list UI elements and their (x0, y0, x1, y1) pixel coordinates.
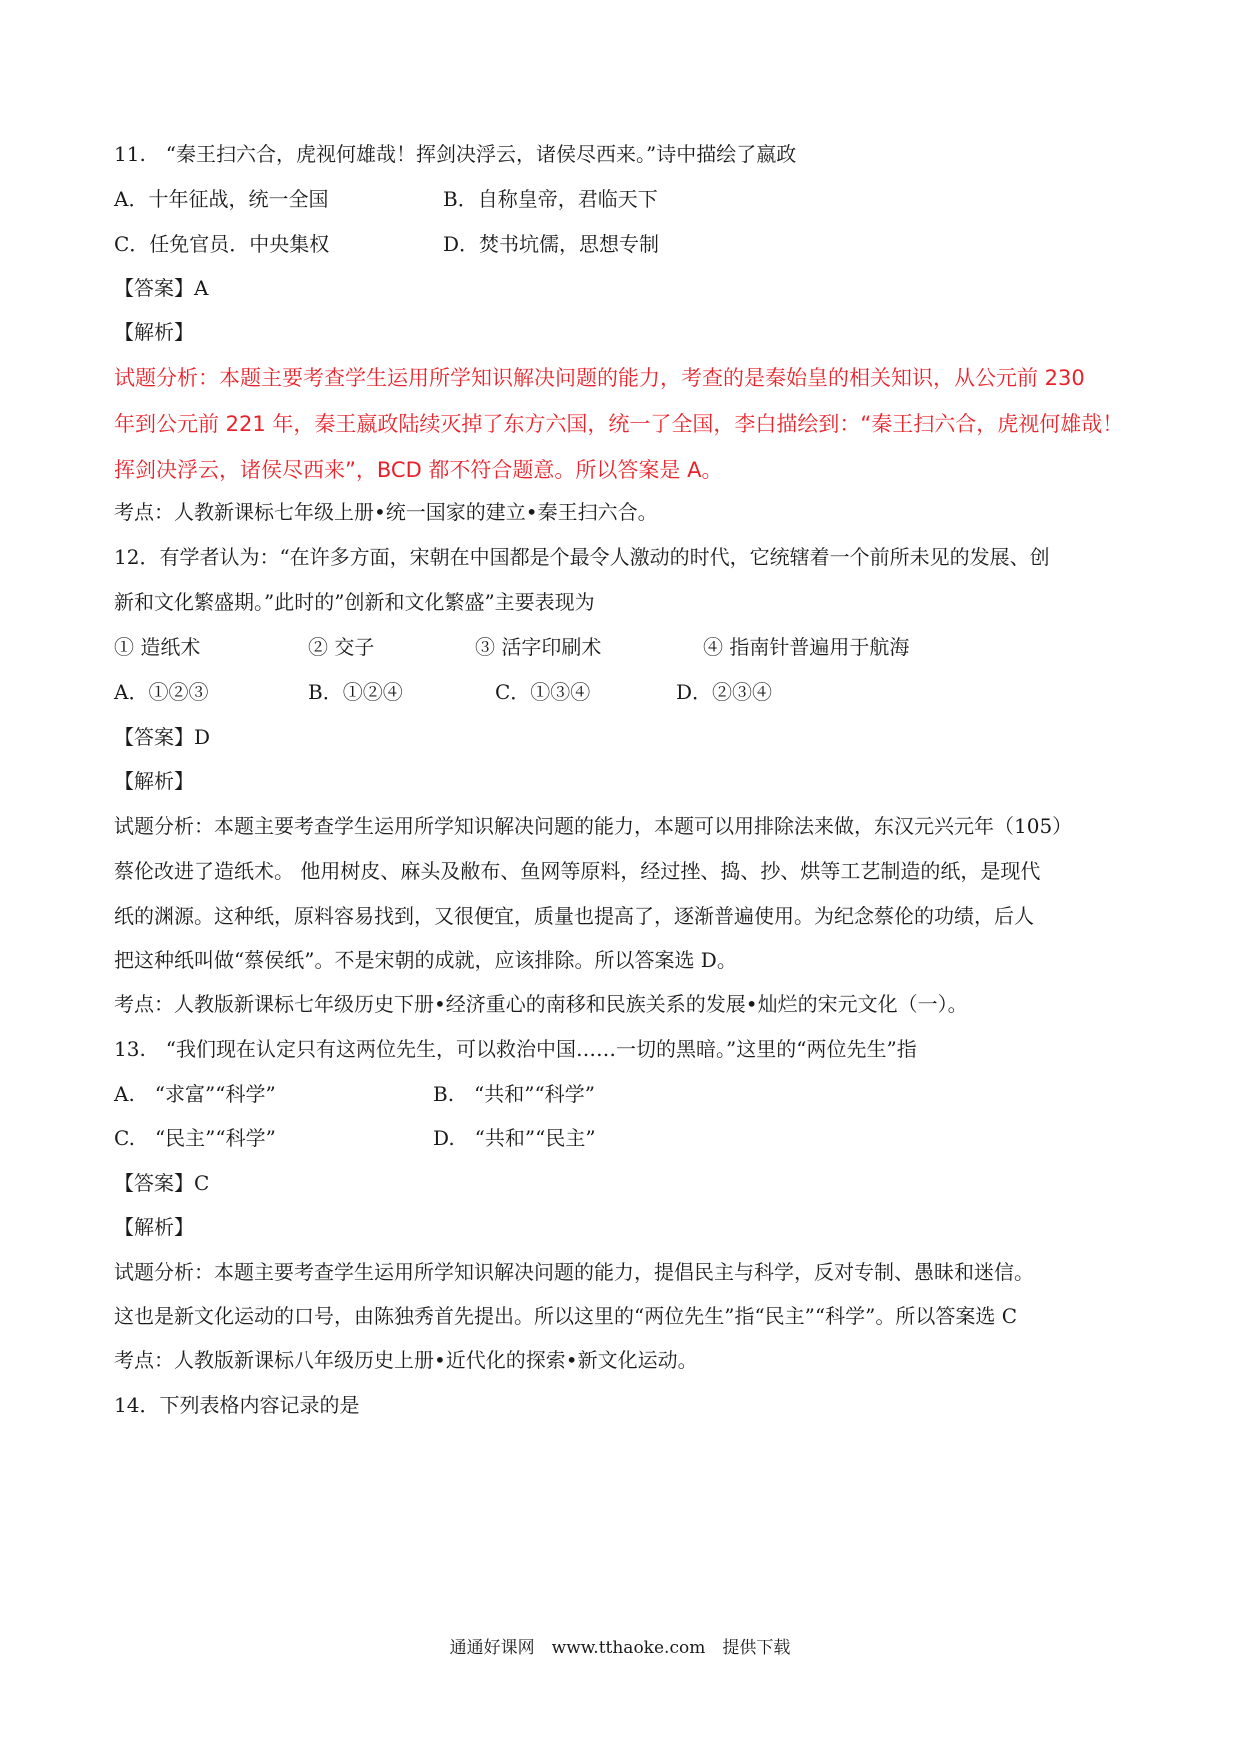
question-12-stem-line: 12．有学者认为：“在许多方面，宋朝在中国都是个最令人激动的时代，它统辖着一个前所未见的发展、创 (114, 545, 1050, 569)
question-14-stem: 14．下列表格内容记录的是 (114, 1393, 360, 1417)
question-13-analysis-line: 试题分析：本题主要考查学生运用所学知识解决问题的能力，提倡民主与科学，反对专制、愚昧和迷信。 (114, 1260, 1034, 1284)
question-11-option-c: C．任免官员．中央集权 (114, 232, 330, 256)
question-12-analysis-title: 【解析】 (114, 769, 194, 793)
page-footer: 通通好课网 www.tthaoke.com 提供下载 (449, 1638, 791, 1658)
question-13-option-b: B. “共和”“科学” (433, 1082, 595, 1106)
question-12-analysis-line: 试题分析：本题主要考查学生运用所学知识解决问题的能力，本题可以用排除法来做，东汉元兴元年（105） (114, 814, 1073, 838)
question-13-analysis-line: 这也是新文化运动的口号，由陈独秀首先提出。所以这里的“两位先生”指“民主”“科学”。所以答案选 C (114, 1304, 1018, 1328)
question-11-analysis-line: 挥剑决浮云，诸侯尽西来”，BCD 都不符合题意。所以答案是 A。 (114, 458, 723, 482)
question-13-point: 考点：人教版新课标八年级历史上册•近代化的探索•新文化运动。 (114, 1348, 698, 1372)
question-12-answer: 【答案】D (114, 725, 211, 749)
question-12-stem-line: 新和文化繁盛期。”此时的”创新和文化繁盛”主要表现为 (114, 590, 595, 614)
question-11-option-b: B．自称皇帝，君临天下 (443, 187, 658, 211)
question-11-option-d: D．焚书坑儒，思想专制 (443, 232, 660, 256)
question-13-stem: 13. “我们现在认定只有这两位先生，可以救治中国……一切的黑暗。”这里的“两位先生”指 (114, 1037, 917, 1061)
question-12-option-a: A．①②③ (114, 680, 209, 704)
question-12-option-c: C．①③④ (495, 680, 591, 704)
question-12-item-3: ③ 活字印刷术 (475, 635, 602, 659)
question-11-analysis-line: 试题分析：本题主要考查学生运用所学知识解决问题的能力，考查的是秦始皇的相关知识，从公元前 230 (114, 366, 1085, 390)
question-13-option-c: C. “民主”“科学” (114, 1126, 276, 1150)
question-12-option-b: B．①②④ (308, 680, 403, 704)
question-12-option-d: D．②③④ (676, 680, 773, 704)
question-12-item-1: ① 造纸术 (114, 635, 201, 659)
question-12-point: 考点：人教版新课标七年级历史下册•经济重心的南移和民族关系的发展•灿烂的宋元文化（一）。 (114, 992, 968, 1016)
question-12-item-4: ④ 指南针普遍用于航海 (703, 635, 910, 659)
question-13-answer: 【答案】C (114, 1171, 210, 1195)
question-11-analysis-line: 年到公元前 221 年，秦王嬴政陆续灭掉了东方六国，统一了全国，李白描绘到：“秦王扫六合，虎视何雄哉！ (114, 412, 1124, 436)
question-13-option-a: A. “求富”“科学” (114, 1082, 276, 1106)
question-11-answer: 【答案】A (114, 276, 209, 300)
question-12-analysis-line: 蔡伦改进了造纸术。 他用树皮、麻头及敝布、鱼网等原料，经过挫、捣、抄、烘等工艺制造的纸，是现代 (114, 859, 1041, 883)
question-11-stem: 11. “秦王扫六合，虎视何雄哉！挥剑决浮云，诸侯尽西来。”诗中描绘了嬴政 (114, 142, 797, 166)
question-12-analysis-line: 把这种纸叫做“蔡侯纸”。不是宋朝的成就，应该排除。所以答案选 D。 (114, 948, 737, 972)
question-11-analysis-title: 【解析】 (114, 320, 194, 344)
question-11-option-a: A．十年征战，统一全国 (114, 187, 329, 211)
question-13-option-d: D. “共和”“民主” (433, 1126, 596, 1150)
question-11-point: 考点：人教新课标七年级上册•统一国家的建立•秦王扫六合。 (114, 500, 658, 524)
question-12-analysis-line: 纸的渊源。这种纸，原料容易找到，又很便宜，质量也提高了，逐渐普遍使用。为纪念蔡伦的功绩，后人 (114, 904, 1034, 928)
question-12-item-2: ② 交子 (308, 635, 375, 659)
question-13-analysis-title: 【解析】 (114, 1215, 194, 1239)
